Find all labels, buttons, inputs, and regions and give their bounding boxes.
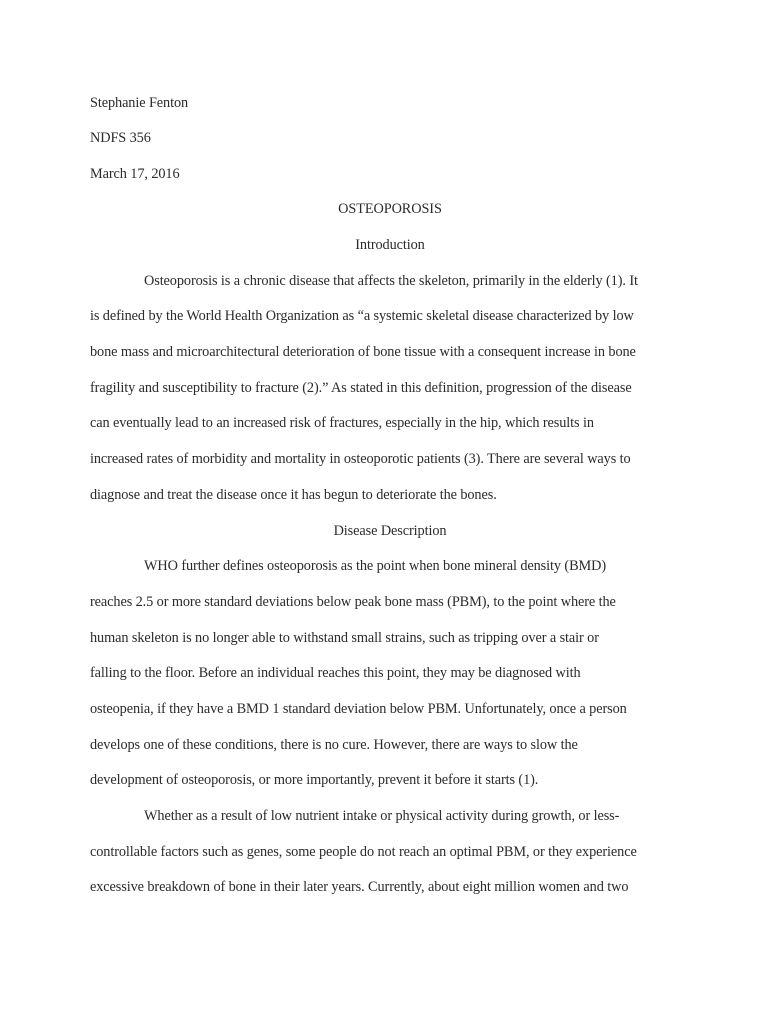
paragraph-line: falling to the floor. Before an individual reaches this point, they may be diagnosed with (90, 665, 581, 681)
paragraph-line: human skeleton is no longer able to withstand small strains, such as tripping over a stair or (90, 630, 599, 646)
paragraph-line: controllable factors such as genes, some people do not reach an optimal PBM, or they experience (90, 844, 637, 860)
paragraph-line: develops one of these conditions, there is no cure. However, there are ways to slow the (90, 737, 578, 753)
document-title: OSTEOPOROSIS (338, 201, 442, 217)
paragraph-line: development of osteoporosis, or more importantly, prevent it before it starts (1). (90, 772, 539, 788)
paragraph-line: bone mass and microarchitectural deterioration of bone tissue with a consequent increase in bone (90, 344, 636, 360)
paragraph-line: can eventually lead to an increased risk of fractures, especially in the hip, which results in (90, 415, 594, 431)
paragraph-line: is defined by the World Health Organization as “a systemic skeletal disease characterized by low (90, 308, 634, 324)
author-name: Stephanie Fenton (90, 95, 189, 111)
paragraph-line: increased rates of morbidity and mortality in osteoporotic patients (3). There are several ways to (90, 451, 631, 467)
paragraph-line: Osteoporosis is a chronic disease that affects the skeleton, primarily in the elderly (1). It (144, 273, 638, 289)
paragraph-line: Whether as a result of low nutrient intake or physical activity during growth, or less- (144, 808, 620, 824)
section-heading-introduction: Introduction (355, 237, 425, 253)
paragraph-line: WHO further defines osteoporosis as the point when bone mineral density (BMD) (144, 558, 607, 574)
paragraph-line: fragility and susceptibility to fracture (2).” As stated in this definition, progression of the disease (90, 380, 632, 396)
paragraph-line: osteopenia, if they have a BMD 1 standard deviation below PBM. Unfortunately, once a person (90, 701, 627, 717)
course-code: NDFS 356 (90, 130, 151, 146)
section-heading-disease-description: Disease Description (333, 523, 447, 539)
paragraph-line: excessive breakdown of bone in their later years. Currently, about eight million women and two (90, 879, 629, 895)
paragraph-line: reaches 2.5 or more standard deviations below peak bone mass (PBM), to the point where the (90, 594, 616, 610)
paragraph-line: diagnose and treat the disease once it has begun to deteriorate the bones. (90, 487, 497, 503)
document-date: March 17, 2016 (90, 166, 180, 182)
